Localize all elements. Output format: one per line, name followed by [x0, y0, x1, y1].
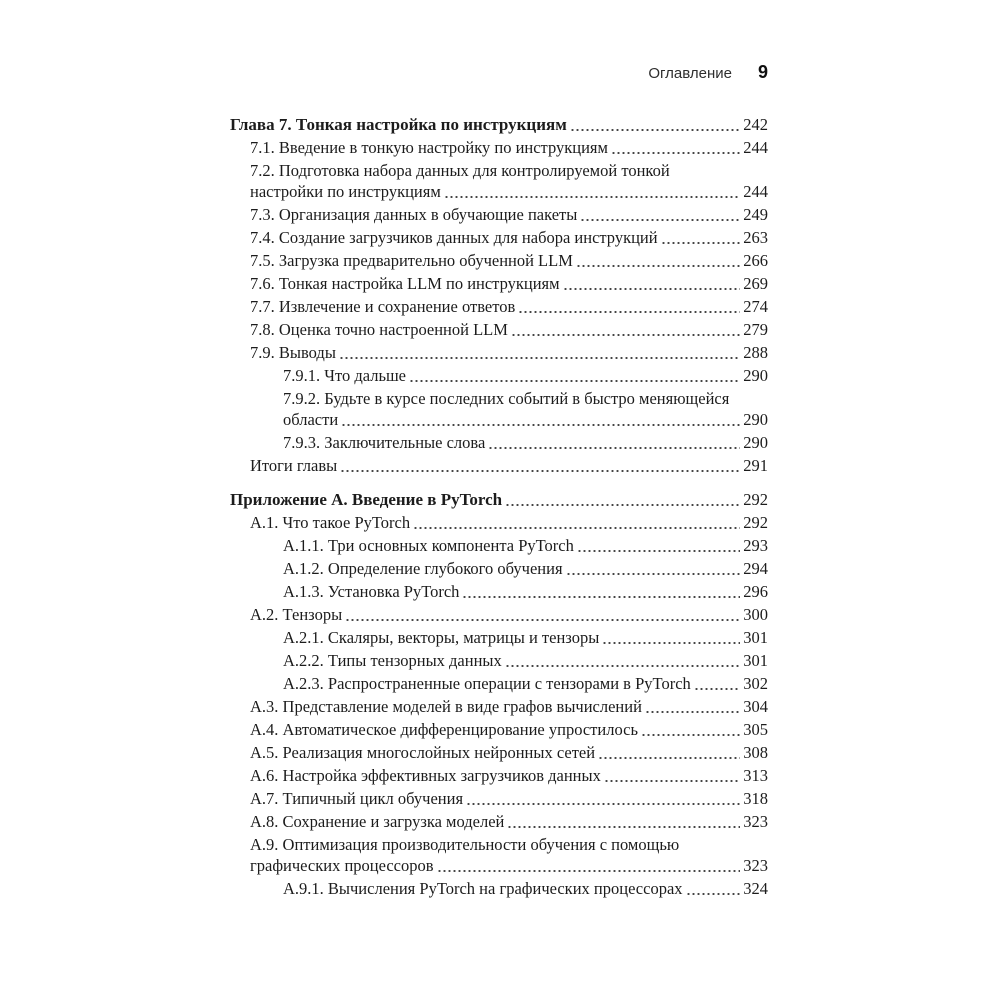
toc-entry-text: А.4. Автоматическое дифференцирование упростилось	[250, 720, 638, 739]
toc-entry-text: А.1.2. Определение глубокого обучения	[283, 559, 563, 578]
toc-entry-last-line	[250, 788, 768, 809]
toc-entry	[230, 365, 768, 386]
toc-entry-text: 7.9.3. Заключительные слова	[283, 433, 486, 452]
toc-entry-last-line	[250, 250, 768, 271]
toc-entry	[230, 719, 768, 740]
toc-entry-last-line	[283, 650, 768, 671]
dot-leader	[437, 855, 741, 876]
toc-entry-last-line	[250, 319, 768, 340]
page-number: 294	[743, 559, 768, 578]
page-number: 296	[743, 582, 768, 601]
toc-entry	[230, 512, 768, 533]
dot-leader	[576, 250, 740, 271]
toc-entry	[230, 558, 768, 579]
running-head-page-number: 9	[757, 62, 768, 82]
toc-entry-last-line	[250, 204, 768, 225]
toc-entry-text: Итоги главы	[250, 456, 338, 475]
toc-entry-last-line	[250, 512, 768, 533]
toc-entry	[230, 455, 768, 476]
toc-entry-text: А.7. Типичный цикл обучения	[250, 789, 464, 808]
dot-leader	[466, 788, 740, 809]
toc-entry	[230, 765, 768, 786]
toc-entry-last-line	[250, 227, 768, 248]
toc-entry-last-line	[283, 581, 768, 602]
toc-entry	[230, 811, 768, 832]
toc-entry	[230, 204, 768, 225]
toc	[230, 114, 768, 901]
toc-entry	[230, 342, 768, 363]
toc-entry-text: А.1. Что такое PyTorch	[250, 513, 411, 532]
toc-entry-text: А.9. Оптимизация производительности обучения с помощью	[250, 835, 680, 854]
toc-entry-last-line	[283, 409, 768, 430]
toc-entry-last-line	[250, 696, 768, 717]
toc-entry-text: А.2.2. Типы тензорных данных	[283, 651, 502, 670]
page-number: 244	[743, 138, 768, 157]
dot-leader	[488, 432, 740, 453]
toc-entry	[230, 788, 768, 809]
page-number: 263	[743, 228, 768, 247]
page-number: 302	[743, 674, 768, 693]
page-number: 318	[743, 789, 768, 808]
toc-entry-text: 7.5. Загрузка предварительно обученной LLM	[250, 251, 573, 270]
toc-entry-text: А.2.3. Распространенные операции с тензорами в PyTorch	[283, 674, 691, 693]
toc-heading	[230, 114, 768, 135]
toc-entry-text: 7.1. Введение в тонкую настройку по инструкциям	[250, 138, 608, 157]
toc-entry-text: А.3. Представление моделей в виде графов вычислений	[250, 697, 642, 716]
toc-section	[230, 489, 768, 899]
toc-entry-text: А.2. Тензоры	[250, 605, 343, 624]
dot-leader	[686, 878, 741, 899]
toc-entry	[230, 581, 768, 602]
toc-entry	[230, 273, 768, 294]
page-number: 290	[743, 410, 768, 429]
dot-leader	[580, 204, 740, 225]
page-number: 324	[743, 879, 768, 898]
dot-leader	[409, 365, 740, 386]
dot-leader	[505, 489, 740, 510]
toc-entry	[230, 742, 768, 763]
running-head	[230, 62, 768, 83]
toc-entry-text: 7.9.2. Будьте в курсе последних событий в быстро меняющейся	[283, 389, 730, 408]
toc-entry	[230, 137, 768, 158]
dot-leader	[340, 455, 740, 476]
toc-entry-last-line	[283, 558, 768, 579]
dot-leader	[339, 342, 740, 363]
toc-entry	[230, 432, 768, 453]
toc-entry-last-line	[250, 742, 768, 763]
running-head-title: Оглавление	[648, 65, 732, 82]
toc-entry-text: Глава 7. Тонкая настройка по инструкциям	[230, 115, 567, 134]
dot-leader	[507, 811, 740, 832]
dot-leader	[444, 181, 740, 202]
dot-leader	[345, 604, 740, 625]
dot-leader	[570, 114, 740, 135]
toc-entry-text: 7.7. Извлечение и сохранение ответов	[250, 297, 516, 316]
toc-entry-text: 7.6. Тонкая настройка LLM по инструкциям	[250, 274, 560, 293]
page-number: 244	[743, 182, 768, 201]
page-number: 293	[743, 536, 768, 555]
toc-entry-last-line	[250, 604, 768, 625]
page-number: 301	[743, 628, 768, 647]
toc-entry	[230, 160, 768, 202]
toc-entry-text: 7.4. Создание загрузчиков данных для набора инструкций	[250, 228, 658, 247]
toc-entry-text: А.8. Сохранение и загрузка моделей	[250, 812, 505, 831]
toc-entry-text: области	[283, 410, 339, 429]
dot-leader	[611, 137, 740, 158]
dot-leader	[566, 558, 741, 579]
toc-entry-text: А.9.1. Вычисления PyTorch на графических процессорах	[283, 879, 683, 898]
toc-entry	[230, 296, 768, 317]
toc-entry-last-line	[250, 455, 768, 476]
toc-entry-last-line	[250, 765, 768, 786]
dot-leader	[661, 227, 741, 248]
page-number: 304	[743, 697, 768, 716]
dot-leader	[462, 581, 740, 602]
toc-entry	[230, 696, 768, 717]
page-number: 301	[743, 651, 768, 670]
page-number: 305	[743, 720, 768, 739]
toc-entry	[230, 227, 768, 248]
toc-entry	[230, 650, 768, 671]
toc-entry-last-line	[230, 114, 768, 135]
toc-entry-text: 7.9.1. Что дальше	[283, 366, 406, 385]
toc-entry-last-line	[283, 365, 768, 386]
page-number: 274	[743, 297, 768, 316]
toc-entry	[230, 250, 768, 271]
toc-entry-last-line	[230, 489, 768, 510]
toc-entry-last-line	[250, 719, 768, 740]
dot-leader	[413, 512, 740, 533]
dot-leader	[604, 765, 740, 786]
toc-entry-text: А.6. Настройка эффективных загрузчиков данных	[250, 766, 601, 785]
toc-entry-last-line	[283, 878, 768, 899]
page-number: 308	[743, 743, 768, 762]
page-number: 290	[743, 366, 768, 385]
toc-entry-text: 7.9. Выводы	[250, 343, 336, 362]
page-number: 300	[743, 605, 768, 624]
toc-entry-last-line	[283, 627, 768, 648]
page-number: 269	[743, 274, 768, 293]
toc-entry	[230, 673, 768, 694]
toc-entry-last-line	[283, 432, 768, 453]
page-number: 292	[743, 513, 768, 532]
dot-leader	[641, 719, 740, 740]
toc-entry-text: А.5. Реализация многослойных нейронных сетей	[250, 743, 596, 762]
toc-entry-last-line	[250, 273, 768, 294]
toc-entry-text: графических процессоров	[250, 856, 434, 875]
toc-entry-last-line	[250, 855, 768, 876]
toc-entry	[230, 604, 768, 625]
toc-entry-text: 7.8. Оценка точно настроенной LLM	[250, 320, 508, 339]
toc-entry-text: А.1.1. Три основных компонента PyTorch	[283, 536, 574, 555]
page-number: 279	[743, 320, 768, 339]
page-number: 313	[743, 766, 768, 785]
toc-entry-text: А.2.1. Скаляры, векторы, матрицы и тензоры	[283, 628, 600, 647]
toc-entry-wrap-line	[250, 160, 768, 181]
dot-leader	[505, 650, 741, 671]
page-number: 290	[743, 433, 768, 452]
toc-entry-text: настройки по инструкциям	[250, 182, 441, 201]
dot-leader	[645, 696, 740, 717]
page-number: 242	[743, 115, 768, 134]
toc-entry-last-line	[250, 137, 768, 158]
dot-leader	[341, 409, 740, 430]
dot-leader	[518, 296, 740, 317]
toc-entry	[230, 535, 768, 556]
dot-leader	[577, 535, 740, 556]
page-number: 266	[743, 251, 768, 270]
page-number: 249	[743, 205, 768, 224]
toc-entry	[230, 388, 768, 430]
toc-entry	[230, 319, 768, 340]
toc-entry-wrap-line	[250, 834, 768, 855]
toc-heading	[230, 489, 768, 510]
toc-entry-last-line	[250, 296, 768, 317]
toc-section	[230, 114, 768, 476]
toc-entry-text: А.1.3. Установка PyTorch	[283, 582, 460, 601]
toc-entry-wrap-line	[283, 388, 768, 409]
dot-leader	[598, 742, 740, 763]
toc-entry-last-line	[250, 811, 768, 832]
page-number: 291	[743, 456, 768, 475]
toc-entry-last-line	[283, 535, 768, 556]
page-number: 323	[743, 856, 768, 875]
page-number: 323	[743, 812, 768, 831]
toc-entry-text: Приложение А. Введение в PyTorch	[230, 490, 503, 509]
toc-entry-text: 7.3. Организация данных в обучающие пакеты	[250, 205, 578, 224]
dot-leader	[563, 273, 741, 294]
page-number: 292	[743, 490, 768, 509]
dot-leader	[511, 319, 740, 340]
toc-entry	[230, 878, 768, 899]
toc-entry-text: 7.2. Подготовка набора данных для контролируемой тонкой	[250, 161, 670, 180]
toc-entry	[230, 627, 768, 648]
dot-leader	[602, 627, 740, 648]
toc-entry	[230, 834, 768, 876]
dot-leader	[694, 673, 740, 694]
toc-entry-last-line	[283, 673, 768, 694]
page-number: 288	[743, 343, 768, 362]
toc-entry-last-line	[250, 181, 768, 202]
toc-entry-last-line	[250, 342, 768, 363]
